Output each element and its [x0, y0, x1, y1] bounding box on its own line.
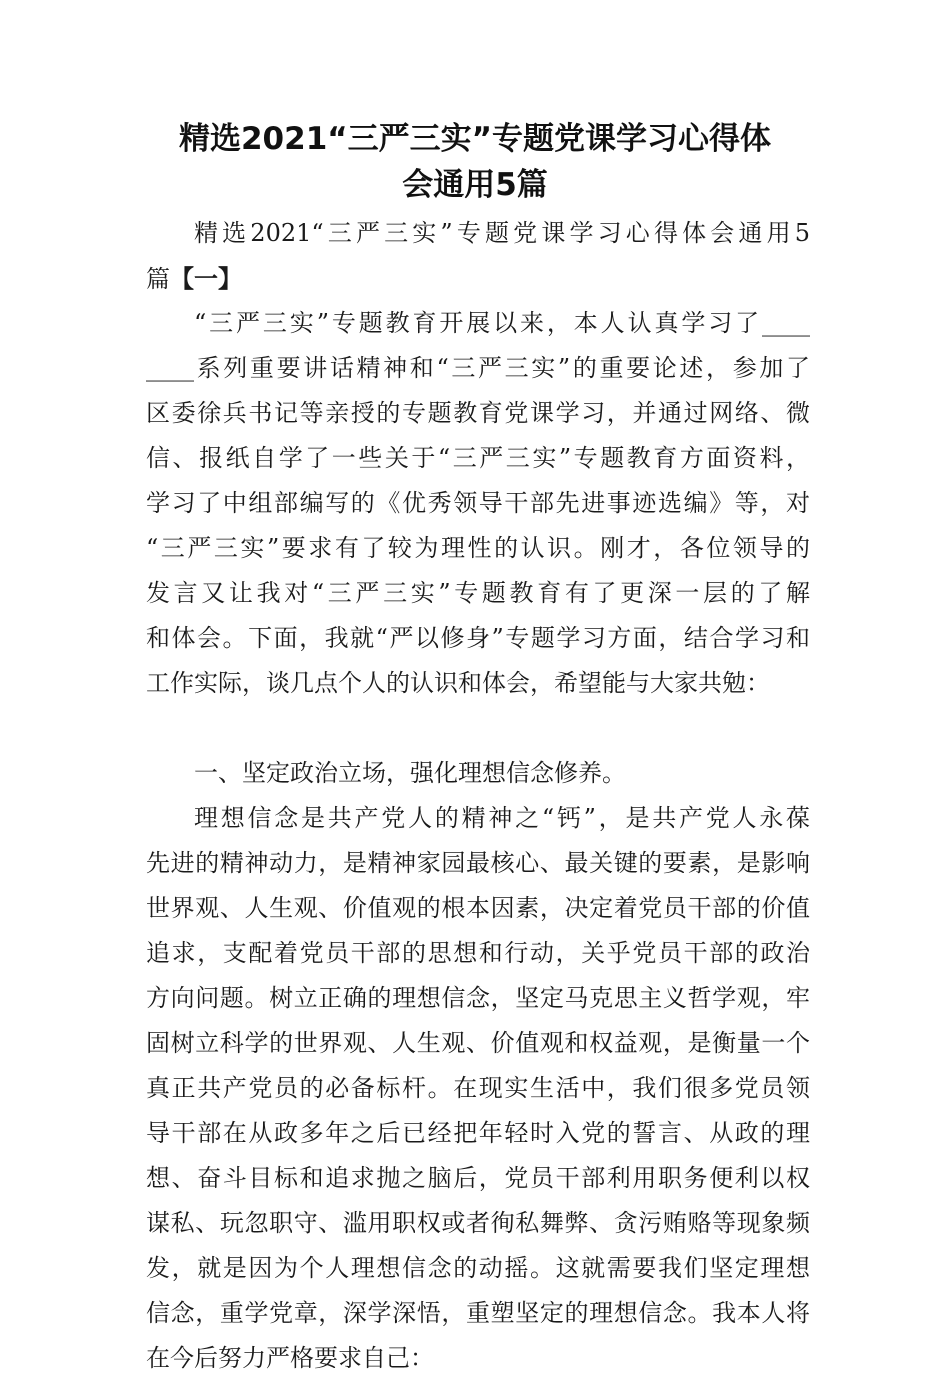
paragraph-2-line: 先进的精神动力，是精神家园最核心、最关键的要素，是影响 — [146, 849, 810, 877]
paragraph-2-line: 发，就是因为个人理想信念的动摇。这就需要我们坚定理想 — [146, 1254, 810, 1282]
subtitle-line-1: 精选2021“三严三实”专题党课学习心得体会通用5 — [194, 219, 810, 247]
paragraph-2-line: 信念，重学党章，深学深悟，重塑坚定的理想信念。我本人将 — [146, 1299, 810, 1327]
paragraph-2-line: 在今后努力严格要求自己： — [146, 1344, 434, 1372]
subtitle-text: 篇 — [146, 265, 170, 293]
document-title-line-1: 精选2021“三严三实”专题党课学习心得体 — [178, 121, 772, 157]
paragraph-2-line: 理想信念是共产党人的精神之“钙”，是共产党人永葆 — [194, 804, 810, 832]
paragraph-2-line: 导干部在从政多年之后已经把年轻时入党的誓言、从政的理 — [146, 1119, 810, 1147]
paragraph-1-line: 工作实际，谈几点个人的认识和体会，希望能与大家共勉： — [146, 669, 770, 697]
subtitle-line-2 — [146, 256, 810, 301]
paragraph-2-line: 固树立科学的世界观、人生观、价值观和权益观，是衡量一个 — [146, 1029, 810, 1057]
paragraph-1-line: 区委徐兵书记等亲授的专题教育党课学习，并通过网络、微 — [146, 399, 810, 427]
paragraph-2-line: 世界观、人生观、价值观的根本因素，决定着党员干部的价值 — [146, 894, 810, 922]
paragraph-1-line: ____系列重要讲话精神和“三严三实”的重要论述，参加了 — [146, 354, 810, 382]
paragraph-1-line: “三严三实”专题教育开展以来，本人认真学习了____ — [194, 309, 810, 337]
paragraph-2-line: 方向问题。树立正确的理想信念，坚定马克思主义哲学观，牢 — [146, 984, 810, 1012]
paragraph-1-line: “三严三实”要求有了较为理性的认识。刚才，各位领导的 — [146, 534, 810, 562]
document-title-line-2: 会通用5篇 — [402, 167, 548, 203]
paragraph-1-line: 和体会。下面，我就“严以修身”专题学习方面，结合学习和 — [146, 624, 810, 652]
paragraph-2-line: 真正共产党员的必备标杆。在现实生活中，我们很多党员领 — [146, 1074, 810, 1102]
paragraph-spacer — [146, 706, 810, 751]
paragraph-2-line: 想、奋斗目标和追求抛之脑后，党员干部利用职务便利以权 — [146, 1164, 810, 1192]
section-marker: 【一】 — [170, 264, 242, 293]
paragraph-2-line: 谋私、玩忽职守、滥用职权或者徇私舞弊、贪污贿赂等现象频 — [146, 1209, 810, 1237]
paragraph-1-line: 学习了中组部编写的《优秀领导干部先进事迹选编》等，对 — [146, 489, 810, 517]
section-heading: 一、坚定政治立场，强化理想信念修养。 — [194, 759, 626, 787]
paragraph-1-line: 发言又让我对“三严三实”专题教育有了更深一层的了解 — [146, 579, 810, 607]
document-body — [146, 211, 810, 1381]
paragraph-2-line: 追求，支配着党员干部的思想和行动，关乎党员干部的政治 — [146, 939, 810, 967]
paragraph-1-line: 信、报纸自学了一些关于“三严三实”专题教育方面资料， — [146, 444, 810, 472]
